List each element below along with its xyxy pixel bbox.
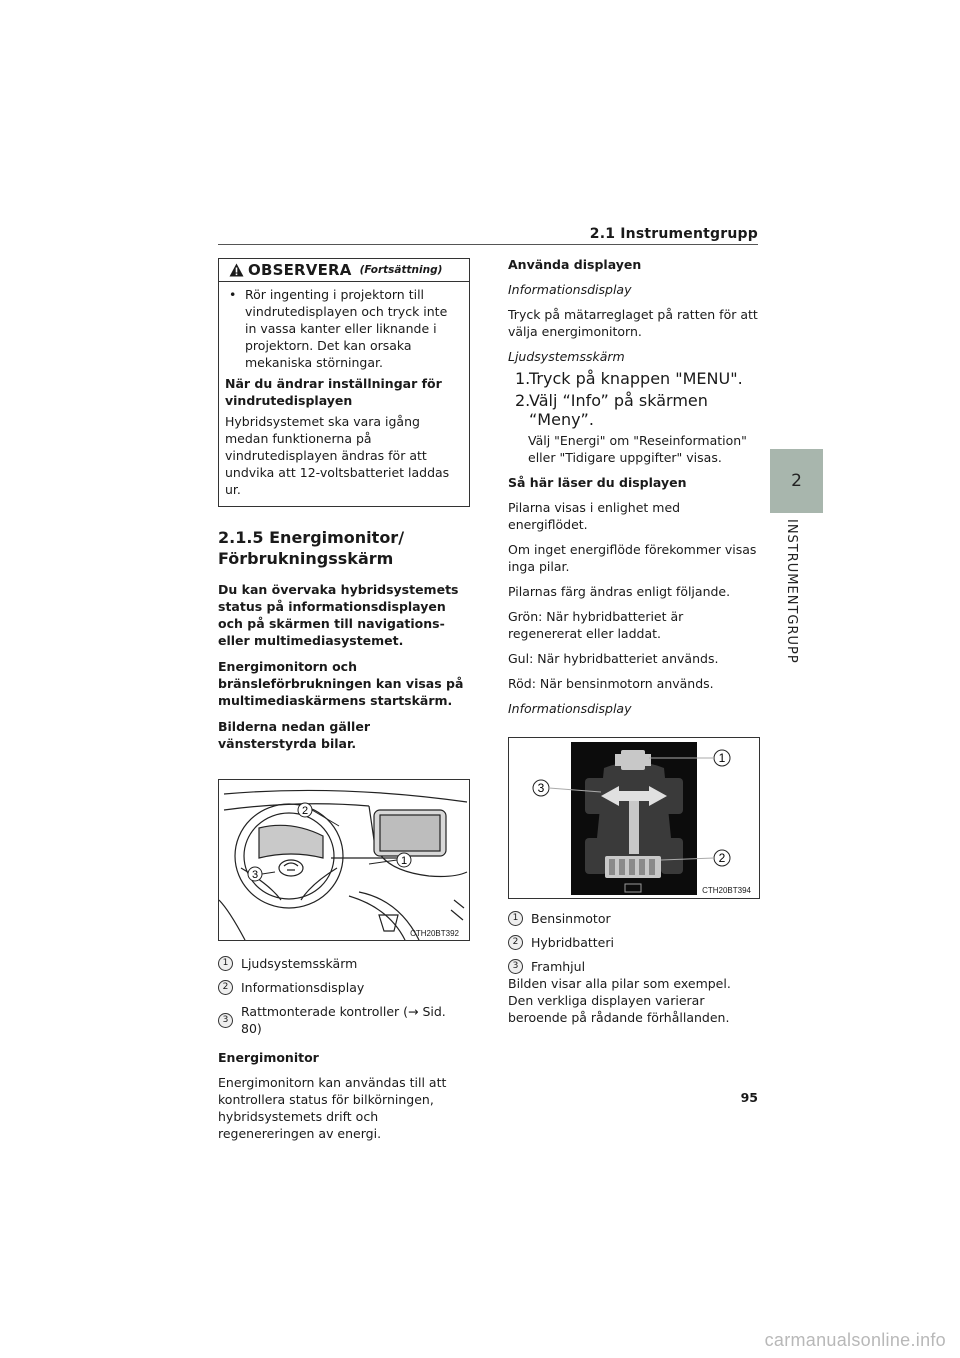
caution-body (219, 282, 469, 498)
figure1-callout-1: 1 (400, 855, 408, 867)
read-display-p5: Gul: När hybridbatteriet används. (508, 651, 719, 666)
figure2-callout-2: 2 (718, 851, 726, 865)
step-note: Välj "Energi" om "Reseinformation" eller "Tidigare uppgifter" visas. (528, 433, 747, 465)
chapter-number: 2 (791, 471, 802, 491)
legend-item (508, 934, 760, 951)
legend-text: Hybridbatteri (531, 935, 614, 950)
section-heading: 2.1.5 Energimonitor/ Förbrukningsskärm (218, 528, 405, 568)
step-number: 2. (515, 391, 531, 410)
read-display-p2: Om inget energiflöde förekommer visas inga pilar. (508, 542, 757, 574)
legend-item (218, 955, 470, 972)
page-number: 95 (740, 1090, 758, 1105)
legend-text: Rattmonterade kontroller (→ Sid. 80) (241, 1004, 446, 1036)
legend-item (508, 958, 760, 975)
figure2-note-1: Bilden visar alla pilar som exempel. (508, 976, 731, 991)
legend-text: Informationsdisplay (241, 980, 365, 995)
read-display-heading: Så här läser du displayen (508, 475, 687, 490)
step-text: Tryck på knappen "MENU". (529, 369, 743, 388)
use-display-heading: Använda displayen (508, 257, 642, 272)
warning-icon (229, 263, 244, 277)
step-text: Välj “Info” på skärmen “Meny”. (529, 391, 708, 429)
intro-paragraph-2: Energimonitorn och bränsleförbrukningen kan visas på multimediaskärmens startskärm. (218, 659, 464, 708)
caution-text: Hybridsystemet ska vara igång medan funktionerna på vindrutedisplayen ändras för att undvika att 12-voltsbatteriet laddas ur. (225, 414, 450, 497)
step-item (508, 391, 760, 429)
step-number: 1. (515, 369, 531, 388)
read-display-p3: Pilarnas färg ändras enligt följande. (508, 584, 731, 599)
header-rule (218, 244, 758, 245)
intro-paragraph-1: Du kan övervaka hybridsystemets status på informationsdisplayen och på skärmen till navigations- eller multimediasystemet. (218, 582, 459, 648)
legend-item (508, 910, 760, 927)
figure1-code: CTH20BT392 (410, 929, 459, 938)
use-display-audio-label: Ljudsystemsskärm (508, 349, 625, 364)
step-item (508, 369, 760, 388)
right-column (508, 256, 760, 1026)
read-display-p6: Röd: När bensinmotorn används. (508, 676, 714, 691)
dashboard-figure (218, 779, 470, 941)
dashboard-illustration (219, 780, 469, 940)
caution-header (219, 259, 469, 282)
caution-title: OBSERVERA (248, 261, 352, 279)
energimonitor-heading: Energimonitor (218, 1050, 319, 1065)
caution-subtitle: (Fortsättning) (359, 264, 443, 276)
figure2-callout-3: 3 (537, 781, 545, 795)
caution-subheading: När du ändrar inställningar för vindrutedisplayen (225, 376, 442, 408)
figure1-legend (218, 955, 470, 1037)
legend-text: Framhjul (531, 959, 586, 974)
section-header-title: 2.1 Instrumentgrupp (589, 226, 758, 242)
left-column (218, 258, 470, 1142)
energy-monitor-figure (508, 737, 760, 899)
figure2-callout-1: 1 (718, 751, 726, 765)
read-display-p4: Grön: När hybridbatteriet är regenererat eller laddat. (508, 609, 684, 641)
read-display-info-label: Informationsdisplay (508, 701, 632, 716)
read-display-p1: Pilarna visas i enlighet med energiflödet. (508, 500, 681, 532)
use-display-info-label: Informationsdisplay (508, 282, 632, 297)
caution-bullet (225, 286, 461, 371)
chapter-label: INSTRUMENTGRUPP (784, 519, 799, 664)
intro-paragraph-3: Bilderna nedan gäller vänsterstyrda bilar. (218, 719, 370, 751)
legend-text: Ljudsystemsskärm (241, 956, 358, 971)
legend-text: Bensinmotor (531, 911, 611, 926)
figure1-callout-2: 2 (301, 805, 309, 817)
figure2-note-2: Den verkliga displayen varierar beroende på rådande förhållanden. (508, 993, 730, 1025)
chapter-tab (770, 449, 823, 513)
legend-number: 3 (508, 959, 523, 974)
bullet-dot: • (229, 287, 237, 302)
caution-box (218, 258, 470, 507)
energy-monitor-illustration (509, 738, 759, 898)
legend-number: 1 (508, 911, 523, 926)
energimonitor-text: Energimonitorn kan användas till att kontrollera status för bilkörningen, hybridsystemets drift och regenereringen av energi. (218, 1075, 447, 1141)
caution-bullet-text: Rör ingenting i projektorn till vindrutedisplayen och tryck inte in vassa kanter eller liknande i projektorn. Det kan orsaka mekaniska störningar. (245, 287, 448, 370)
figure2-legend (508, 910, 760, 975)
watermark: carmanualsonline.info (764, 1330, 946, 1350)
figure1-callout-3: 3 (251, 869, 259, 881)
legend-number: 3 (218, 1013, 233, 1028)
legend-number: 2 (218, 980, 233, 995)
legend-item (218, 979, 470, 996)
legend-number: 2 (508, 935, 523, 950)
legend-item (218, 1003, 470, 1037)
legend-number: 1 (218, 956, 233, 971)
use-display-info-text: Tryck på mätarreglaget på ratten för att välja energimonitorn. (508, 307, 758, 339)
figure2-code: CTH20BT394 (702, 886, 751, 895)
